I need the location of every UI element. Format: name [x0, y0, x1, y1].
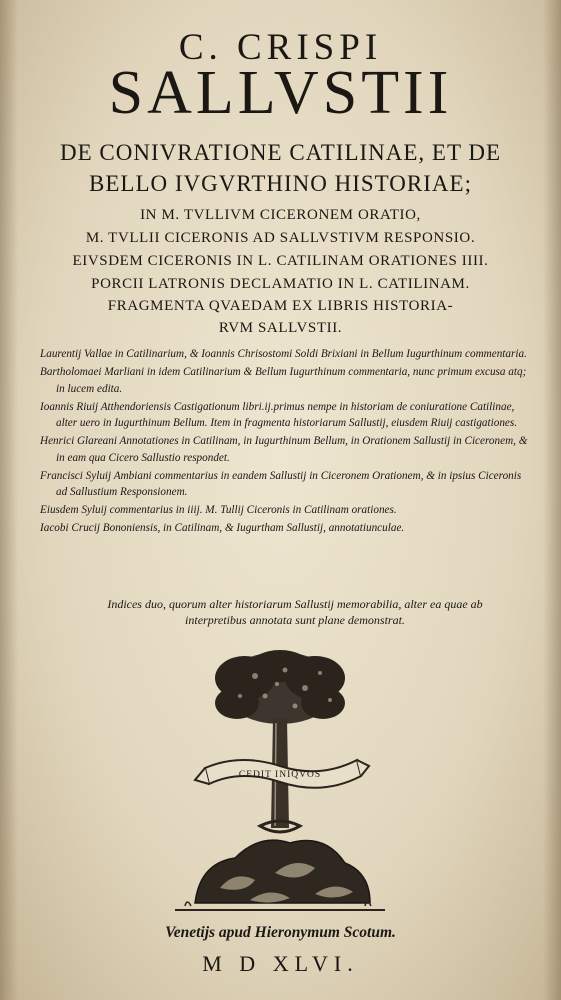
imprint: Venetijs apud Hieronymum Scotum. — [165, 924, 396, 941]
commentary-entry: Eiusdem Syluij commentarius in iiij. M. Tullij Ciceronis in Catilinam orationes. — [40, 504, 397, 516]
commentary-entry: Henrici Glareani Annotationes in Catilinam, in Iugurthinum Bellum, in Orationem Sallustij in Ciceronem, & in eam qua Cicero Sallustio respondet. — [40, 435, 528, 464]
commentary-entry: Ioannis Riuij Atthendoriensis Castigationum libri.ij.primus nempe in historiam de coniuratione Catilinae, alter uero in Iugurthinum Bellum. Item in fragmenta historiarum Sallustij, eiusdem Riuij castigationes. — [40, 400, 518, 429]
contents-line: PORCII LATRONIS DECLAMATIO IN L. CATILINAM. — [91, 276, 470, 292]
author-praenomen: C. CRISPI — [178, 27, 383, 68]
commentary-entry: Francisci Syluij Ambiani commentarius in eandem Sallustij in Ciceronem Orationem, & in ipsius Ciceronis ad Sallustium Responsionem. — [40, 469, 522, 498]
contents-line: IN M. TVLLIVM CICERONEM ORATIO, — [140, 207, 421, 223]
commentary-entry: Iacobi Crucij Bononiensis, in Catilinam, & Iugurtham Sallustij, annotatiunculae. — [40, 522, 405, 534]
author-name: SALLVSTII — [108, 59, 453, 127]
printers-device-tree-icon — [165, 648, 395, 923]
title-line-2: BELLO IVGVRTHINO HISTORIAE; — [89, 171, 472, 196]
contents-line: RVM SALLVSTII. — [218, 320, 343, 336]
commentary-entry: Laurentij Vallae in Catilinarium, & Ioannis Chrisostomi Soldi Brixiani in Bellum Iugurthinum commentaria. — [40, 348, 527, 360]
indices-note: Indices duo, quorum alter historiarum Sallustij memorabilia, alter ea quae ab interpretibus annotata sunt plane demonstrat. — [107, 597, 483, 627]
device-motto: CEDIT INIQVOS — [238, 770, 322, 780]
publication-date: M D XLVI. — [202, 951, 359, 976]
contents-line: M. TVLLII CICERONIS AD SALLVSTIVM RESPONSIO. — [85, 230, 476, 246]
commentary-entry: Bartholomaei Marliani in idem Catilinarium & Bellum Iugurthinum commentaria, nunc primum excusa atq; in lucem edita. — [40, 366, 527, 395]
title-line-1: DE CONIVRATIONE CATILINAE, ET DE — [59, 140, 502, 165]
contents-line: FRAGMENTA QVAEDAM EX LIBRIS HISTORIA- — [107, 298, 454, 314]
contents-line: EIVSDEM CICERONIS IN L. CATILINAM ORATIONES IIII. — [72, 253, 489, 269]
commentaries-list — [40, 346, 530, 538]
